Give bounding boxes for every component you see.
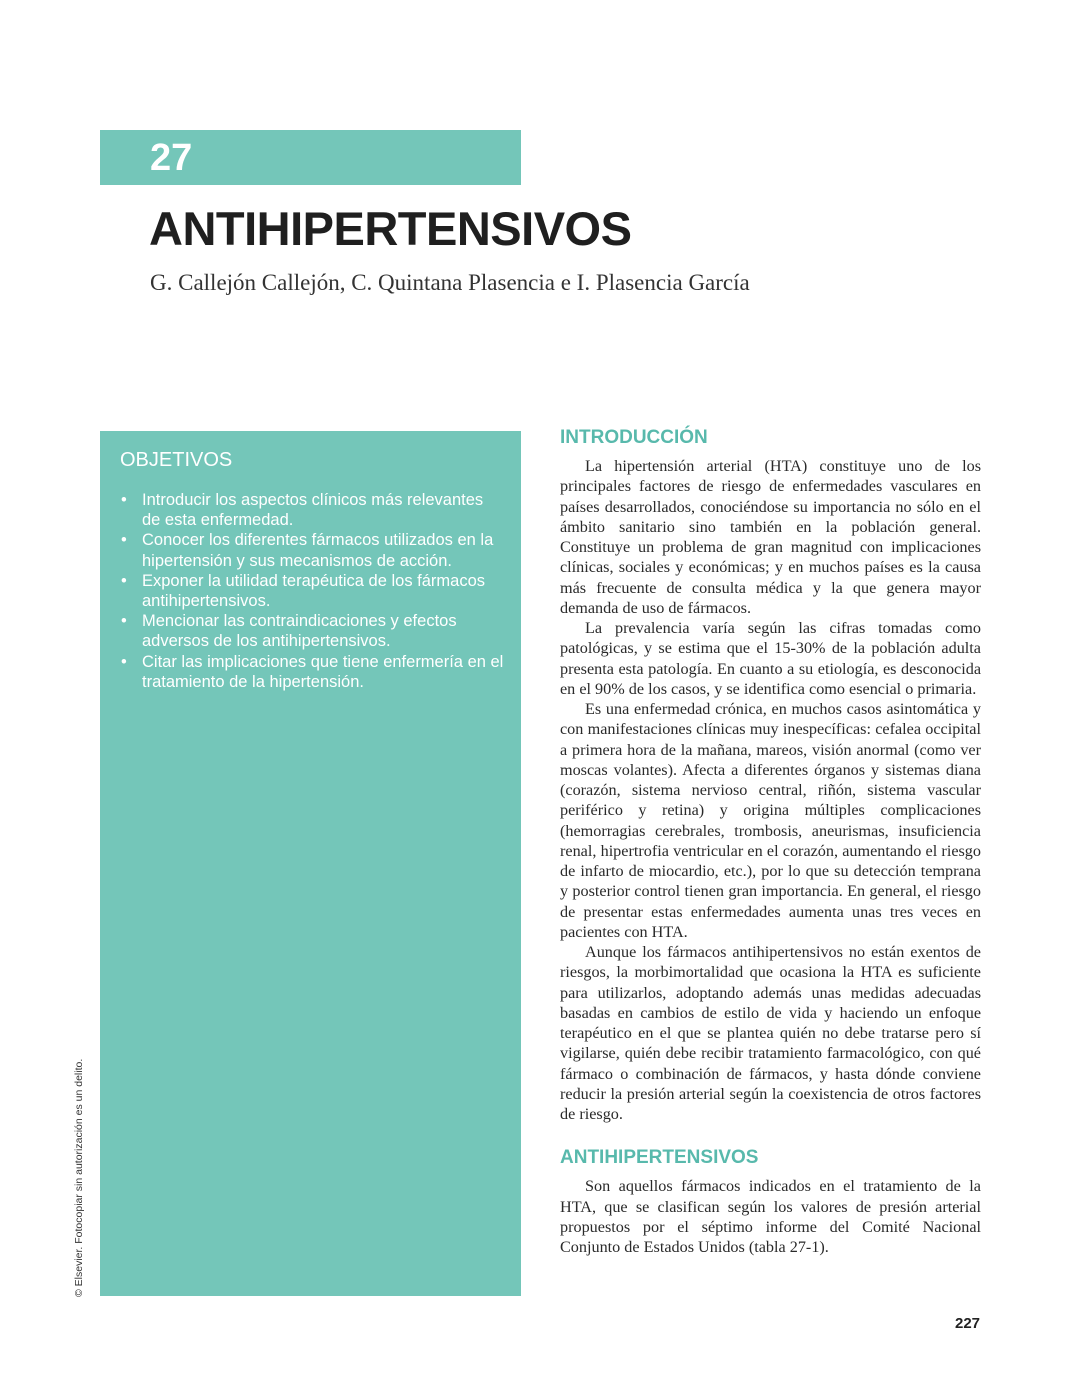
antihypertensives-heading: ANTIHIPERTENSIVOS bbox=[560, 1147, 759, 1169]
objectives-heading: OBJETIVOS bbox=[120, 449, 233, 471]
main-text-column bbox=[560, 426, 981, 1257]
objective-text: Conocer los diferentes fármacos utilizados en la hipertensión y sus mecanismos de acción. bbox=[142, 531, 494, 570]
chapter-title: ANTIHIPERTENSIVOS bbox=[149, 202, 632, 255]
copyright-notice: © Elsevier. Fotocopiar sin autorización es un delito. bbox=[73, 1058, 85, 1297]
objectives-box bbox=[100, 431, 521, 1296]
page-number: 227 bbox=[955, 1315, 981, 1332]
chapter-authors: G. Callejón Callejón, C. Quintana Plasencia e I. Plasencia García bbox=[150, 270, 750, 295]
introduction-heading: INTRODUCCIÓN bbox=[560, 427, 708, 448]
bullet-icon: • bbox=[121, 491, 127, 509]
introduction-paragraph: Aunque los fármacos antihipertensivos no están exentos de riesgos, la morbimortalidad que ocasiona la HTA es suficiente para utilizarlos, adoptando además unas medidas adecuadas basadas en cambios de estilo de vida y haciendo un enfoque terapéutico en el que se plantea quién no debe tratarse pero sí vigilarse, quién debe recibir tratamiento farmacológico, con qué fármaco o combinación de fármacos, y hasta dónde conviene reducir la presión arterial según la coexistencia de otros factores de riesgo. bbox=[560, 943, 981, 1123]
objective-item bbox=[120, 652, 505, 692]
introduction-paragraph: La prevalencia varía según las cifras tomadas como patológicas, y se estima que el 15-30% de la población adulta presenta esta patología. En cuanto a su etiología, es desconocida en el 90% de los casos, y se identifica como esencial o primaria. bbox=[560, 619, 981, 698]
objective-item bbox=[120, 611, 505, 651]
objective-text: Citar las implicaciones que tiene enfermería en el tratamiento de la hipertensión. bbox=[142, 652, 504, 691]
objective-text: Exponer la utilidad terapéutica de los fármacos antihipertensivos. bbox=[142, 571, 486, 611]
chapter-number-bar bbox=[100, 130, 521, 185]
objective-item bbox=[120, 490, 505, 530]
introduction-paragraph: Es una enfermedad crónica, en muchos casos asintomática y con manifestaciones clínicas muy inespecíficas: cefalea occipital a primera hora de la mañana, mareos, visión anormal (como ver moscas volantes). Afecta a diferentes órganos y sistemas diana (corazón, sistema nervioso central, riñón, sistema vascular periférico y retina) y origina múltiples complicaciones (hemorragias cerebrales, trombosis, aneurismas, insuficiencia renal, hipertrofia ventricular en el corazón, aumentando el riesgo de infarto de miocardio, etc.), por lo que su detección temprana y posterior control tienen gran importancia. En general, el riesgo de presentar estas enfermedades aumenta unas tres veces en pacientes con HTA. bbox=[560, 700, 981, 941]
antihypertensives-paragraph: Son aquellos fármacos indicados en el tratamiento de la HTA, que se clasifican según los valores de presión arterial propuestos por el séptimo informe del Comité Nacional Conjunto de Estados Unidos (tabla 27-1). bbox=[560, 1177, 981, 1256]
objective-item bbox=[120, 571, 505, 611]
bullet-icon: • bbox=[121, 652, 127, 671]
bullet-icon: • bbox=[121, 612, 127, 631]
bullet-icon: • bbox=[121, 531, 127, 550]
objective-text: Mencionar las contraindicaciones y efectos adversos de los antihipertensivos. bbox=[142, 612, 457, 651]
bullet-icon: • bbox=[121, 571, 127, 590]
objective-item bbox=[120, 530, 505, 570]
introduction-paragraph: La hipertensión arterial (HTA) constituye uno de los principales factores de riesgo de enfermedades vasculares en países desarrollados, conociéndose su importancia no sólo en el ámbito sanitario sino también en la población general. Constituye un problema de gran magnitud con implicaciones clínicas, sociales y económicas; y en muchos países es la causa más frecuente de consulta médica y la que genera mayor demanda de uso de fármacos. bbox=[560, 457, 981, 617]
chapter-number: 27 bbox=[150, 137, 193, 179]
objective-text: Introducir los aspectos clínicos más relevantes de esta enfermedad. bbox=[142, 491, 484, 530]
objectives-list bbox=[120, 490, 505, 692]
